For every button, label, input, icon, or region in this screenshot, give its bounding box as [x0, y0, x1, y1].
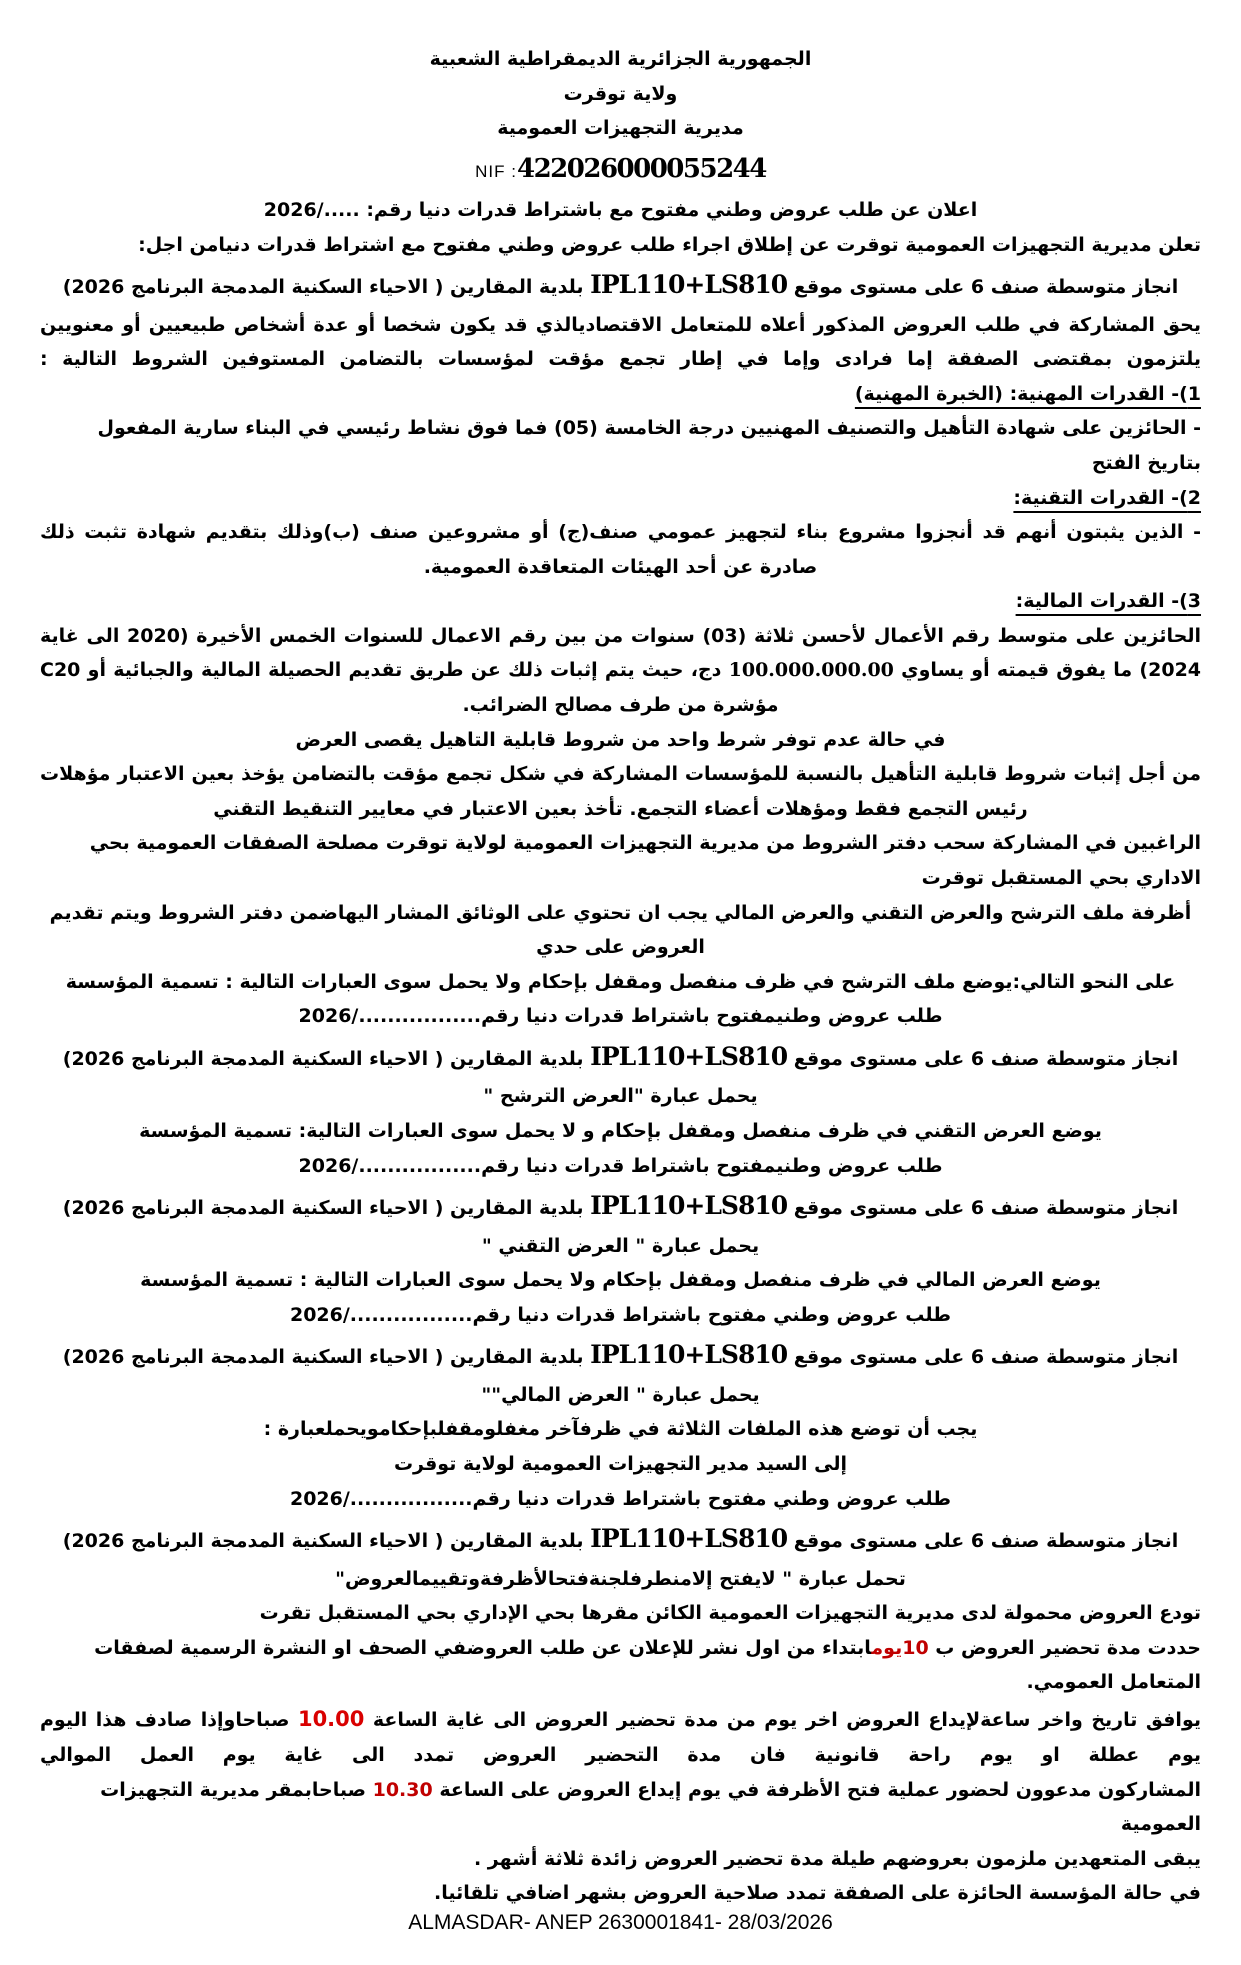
project-pre: انجاز متوسطة صنف 6 على مستوى موقع — [787, 1197, 1179, 1220]
project-post: بلدية المقارين ( الاحياء السكنية المدمجة البرنامج 2026) — [62, 276, 591, 299]
rfp-reference-line: طلب عروض وطني مفتوح باشتراط قدرات دنيا رقم................./2026 — [289, 1487, 952, 1510]
financial-capacities-heading — [40, 584, 1201, 619]
deadline-post: صباحاوإذا صادف هذا اليوم يوم عطلة او يوم راحة قانونية فان مدة التحضير العروض تمدد الى غاية يوم العمل الموالي — [40, 1708, 1201, 1767]
technical-capacities-body: - الذين يثبتون أنهم قد أنجزوا مشروع بناء لتجهيز عمومي صنف(ج) أو مشروعين صنف (ب)وذلك بتقديم شهادة تثبت ذلك صادرة عن أحد الهيئات المتعاقدة العمومية. — [40, 521, 1201, 578]
preparation-duration-line — [40, 1631, 1201, 1700]
site-code: IPL110+LS810 — [590, 270, 788, 300]
financial-body-pre: الحائزين على متوسط رقم الأعمال لأحسن ثلاثة (03) سنوات من بين رقم الاعمال للسنوات الخمس الأخيرة (2020 الى غاية 2024) ما يفوق قيمته أو يساوي — [40, 624, 1202, 682]
financial-body-post: دج، حيث يتم إثبات ذلك عن طريق تقديم الحصيلة المالية والجبائية أو C20 مؤشرة من طرف مصالح الضرائب. — [40, 659, 779, 717]
professional-heading-text: 1)- القدرات المهنية: (الخبرة المهنية) — [854, 382, 1201, 405]
withdraw-specs-line: الراغبين في المشاركة سحب دفتر الشروط من مديرية التجهيزات العمومية لولاية توقرت مصلحة الصفقات العمومية بحي الاداري بحي المستقبل توقرت — [89, 832, 1201, 889]
financial-heading-text: 3)- القدرات المالية: — [1015, 590, 1201, 613]
opening-session-line — [40, 1773, 1201, 1842]
validity-extension-line: في حالة المؤسسة الحائزة على الصفقة تمدد صلاحية العروض بشهر اضافي تلقائيا. — [434, 1882, 1201, 1905]
bear-technical-line: يحمل عبارة " العرض التقني " — [481, 1234, 760, 1257]
grouping-paragraph: من أجل إثبات شروط قابلية التأهيل بالنسبة للمؤسسات المشاركة في شكل تجمع مؤقت بالتضامن يؤخذ بعين الاعتبار مؤهلات رئيس التجمع فقط ومؤهلات أعضاء التجمع. تأخذ بعين الاعتبار في معايير التنقيط التقني — [40, 763, 1201, 820]
candidacy-file-intro: على النحو التالي:يوضع ملف الترشح في ظرف منفصل ومقفل بإحكام ولا يحمل سوى العبارات التالية : تسمية المؤسسة — [65, 970, 1176, 993]
financial-capacities-body — [40, 619, 1201, 723]
deadline-hour-highlight: 10.00 — [297, 1706, 365, 1731]
participation-paragraph: يحق المشاركة في طلب العروض المذكور أعلاه للمتعامل الاقتصاديالذي قد يكون شخصا أو عدة أشخاص طبيعيين أو معنويين يلتزمون بمقتضى الصفقة إما فرادى وإما في إطار تجمع مؤقت لمؤسسات بالتضامن المستوفين الشروط التالية : — [40, 313, 1201, 371]
duration-pre: حددت مدة تحضير العروض ب — [928, 1636, 1201, 1659]
project-pre: انجاز متوسطة صنف 6 على مستوى موقع — [787, 276, 1179, 299]
project-pre: انجاز متوسطة صنف 6 على مستوى موقع — [787, 1530, 1179, 1553]
envelopes-line: أظرفة ملف الترشح والعرض التقني والعرض المالي يجب ان تحتوي على الوثائق المشار اليهاضمن دفتر الشروط ويتم تقديم العروض على حدي — [49, 901, 1192, 959]
financial-offer-intro: يوضع العرض المالي في ظرف منفصل ومقفل بإحكام ولا يحمل سوى العبارات التالية : تسمية المؤسسة — [140, 1269, 1101, 1292]
professional-capacities-heading — [40, 377, 1201, 412]
project-post: بلدية المقارين ( الاحياء السكنية المدمجة البرنامج 2026) — [62, 1197, 591, 1220]
project-post: بلدية المقارين ( الاحياء السكنية المدمجة البرنامج 2026) — [62, 1047, 591, 1070]
duration-post: ابتداء من اول نشر للإعلان عن طلب العروضفي الصحف او النشرة الرسمية لصفقات المتعامل العمومي. — [94, 1636, 1201, 1694]
wilaya-line: ولاية توقرت — [563, 82, 678, 105]
project-line — [40, 1034, 1201, 1080]
opening-post: صباحابمقر مديرية التجهيزات العمومية — [100, 1778, 1201, 1836]
technical-heading-text: 2)- القدرات التقنية: — [1013, 486, 1201, 509]
nif-value: 422026000055244 — [516, 153, 766, 184]
project-pre: انجاز متوسطة صنف 6 على مستوى موقع — [787, 1047, 1179, 1070]
project-post: بلدية المقارين ( الاحياء السكنية المدمجة البرنامج 2026) — [62, 1346, 591, 1369]
project-line — [40, 1332, 1201, 1378]
project-pre: انجاز متوسطة صنف 6 على مستوى موقع — [787, 1346, 1179, 1369]
intro-line: تعلن مديرية التجهيزات العمومية توقرت عن إطلاق اجراء طلب عروض وطني مفتوح مع اشتراط قدرات دنيامن اجل: — [138, 233, 1201, 256]
duration-days-highlight: 10يوم — [871, 1636, 929, 1659]
anep-footer: ALMASDAR- ANEP 2630001841- 28/03/2026 — [408, 1911, 833, 1935]
turnover-amount: 100.000.000.00 — [728, 659, 894, 682]
technical-offer-intro: يوضع العرض التقني في ظرف منفصل ومقفل بإحكام و لا يحمل سوى العبارات التالية: تسمية المؤسسة — [139, 1119, 1102, 1142]
deposit-line: تودع العروض محمولة لدى مديرية التجهيزات العمومية الكائن مقرها بحي الإداري بحي المستقبل تقرت — [259, 1602, 1201, 1625]
directorate-line: مديرية التجهيزات العمومية — [497, 117, 744, 140]
project-line — [40, 262, 1201, 308]
bear-final-line: تحمل عبارة " لايفتح إلامنطرفلجنةفتحالأظرفةوتقييمالعروض" — [335, 1567, 906, 1590]
site-code: IPL110+LS810 — [590, 1191, 788, 1221]
disqualification-line: في حالة عدم توفر شرط واحد من شروط قابلية التاهيل يقصى العرض — [295, 728, 946, 751]
site-code: IPL110+LS810 — [590, 1340, 788, 1370]
professional-capacities-body: - الحائزين على شهادة التأهيل والتصنيف المهنيين درجة الخامسة (05) فما فوق نشاط رئيسي في البناء سارية المفعول بتاريخ الفتح — [97, 417, 1201, 475]
project-line — [40, 1183, 1201, 1229]
site-code: IPL110+LS810 — [590, 1041, 788, 1071]
project-line — [40, 1516, 1201, 1562]
opening-pre: المشاركون مدعوون لحضور عملية فتح الأظرفة في يوم إيداع العروض على الساعة — [432, 1778, 1201, 1801]
nif-label: NIF : — [475, 161, 517, 181]
opening-hour-highlight: 10.30 — [372, 1778, 433, 1801]
technical-capacities-heading — [40, 481, 1201, 516]
addressee-line: إلى السيد مدير التجهيزات العمومية لولاية توقرت — [393, 1452, 848, 1475]
site-code: IPL110+LS810 — [590, 1524, 788, 1554]
rfp-reference-line: طلب عروض وطنيمفتوح باشتراط قدرات دنيا رقم................./2026 — [298, 1154, 943, 1177]
rfp-reference-line: طلب عروض وطنيمفتوح باشتراط قدرات دنيا رقم................./2026 — [298, 1005, 943, 1028]
rfp-reference-line: طلب عروض وطني مفتوح باشتراط قدرات دنيا رقم................./2026 — [289, 1303, 952, 1326]
offers-validity-line: يبقى المتعهدين ملزمون بعروضهم طيلة مدة تحضير العروض زائدة ثلاثة أشهر . — [473, 1847, 1201, 1870]
deadline-paragraph — [40, 1700, 1201, 1773]
nif-line — [40, 146, 1201, 193]
republic-line: الجمهورية الجزائرية الديمقراطية الشعبية — [429, 48, 812, 70]
bear-candidacy-line: يحمل عبارة "العرض الترشح " — [483, 1085, 758, 1108]
announcement-title: اعلان عن طلب عروض وطني مفتوح مع باشتراط قدرات دنيا رقم: ...../2026 — [263, 199, 978, 222]
project-post: بلدية المقارين ( الاحياء السكنية المدمجة البرنامج 2026) — [62, 1530, 591, 1553]
three-files-line: يجب أن توضع هذه الملفات الثلاثة في ظرفآخر مغفلومقفلبإحكامويحملعبارة : — [263, 1418, 978, 1441]
bear-financial-line: يحمل عبارة " العرض المالي"" — [481, 1383, 760, 1406]
deadline-pre: يوافق تاريخ واخر ساعةلإيداع العروض اخر يوم من مدة تحضير العروض الى غاية الساعة — [364, 1708, 1201, 1731]
